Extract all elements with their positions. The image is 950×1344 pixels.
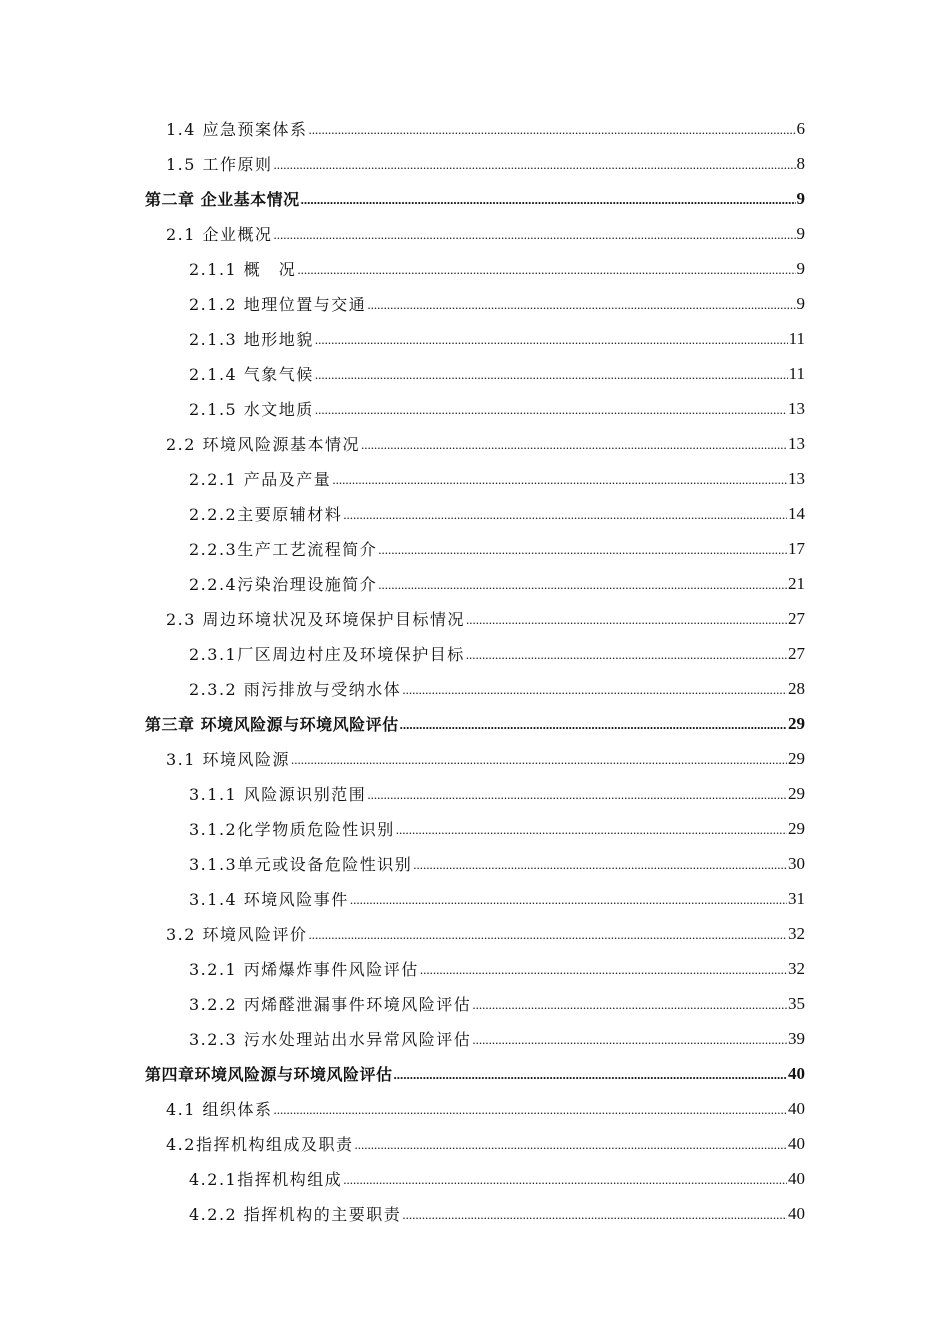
toc-entry-title: 2.3.2 雨污排放与受纳水体 [189,680,402,699]
dot-leader [354,1138,787,1161]
toc-entry-page: 9 [796,188,805,208]
toc-entry-title: 2.3.1厂区周边村庄及环境保护目标 [189,645,465,664]
toc-entry-title: 1.5 工作原则 [166,155,273,174]
toc-entry-page: 13 [788,398,805,418]
toc-chapter-entry[interactable] [0,181,950,216]
dot-leader [378,543,787,566]
toc-entry-page: 30 [788,853,805,873]
dot-leader [274,1103,787,1126]
dot-leader [274,158,796,181]
toc-entry-title: 第二章 企业基本情况 [145,190,300,209]
toc-entry-page: 17 [788,538,805,558]
toc-entry-page: 6 [796,118,805,138]
toc-entry-page: 21 [788,573,805,593]
dot-leader [301,193,796,216]
dot-leader [396,823,787,846]
toc-entry-page: 8 [796,153,805,173]
toc-entry[interactable] [0,846,950,881]
dot-leader [309,928,787,951]
toc-entry-title: 2.2.3生产工艺流程简介 [189,540,378,559]
table-of-contents [0,111,950,1231]
toc-entry[interactable] [0,426,950,461]
toc-entry-page: 40 [788,1063,805,1083]
toc-entry-page: 31 [788,888,805,908]
toc-entry-page: 29 [788,748,805,768]
dot-leader [343,508,787,531]
dot-leader [466,613,787,636]
dot-leader [367,788,787,811]
dot-leader [402,683,787,706]
toc-entry[interactable] [0,566,950,601]
toc-entry[interactable] [0,741,950,776]
toc-entry-title: 3.1 环境风险源 [166,750,291,769]
toc-entry-page: 35 [788,993,805,1013]
toc-entry[interactable] [0,1196,950,1231]
dot-leader [315,368,788,391]
toc-entry-page: 28 [788,678,805,698]
toc-entry-title: 2.2.1 产品及产量 [189,470,332,489]
toc-entry-page: 14 [788,503,805,523]
toc-entry-title: 2.1.1 概 况 [189,260,297,279]
toc-entry-title: 2.1.3 地形地貌 [189,330,314,349]
toc-entry-title: 4.1 组织体系 [166,1100,273,1119]
toc-entry[interactable] [0,601,950,636]
toc-entry-page: 40 [788,1098,805,1118]
toc-entry[interactable] [0,671,950,706]
toc-entry-title: 4.2.1指挥机构组成 [189,1170,343,1189]
toc-entry[interactable] [0,1091,950,1126]
toc-entry-title: 2.1.5 水文地质 [189,400,314,419]
toc-entry-page: 11 [788,328,805,348]
dot-leader [361,438,787,461]
dot-leader [309,123,796,146]
dot-leader [343,1173,787,1196]
toc-entry-title: 2.2.2主要原辅材料 [189,505,343,524]
toc-entry-title: 第四章环境风险源与环境风险评估 [145,1065,393,1084]
toc-entry-title: 2.1.4 气象气候 [189,365,314,384]
toc-entry[interactable] [0,986,950,1021]
toc-entry-page: 27 [788,608,805,628]
toc-entry-page: 40 [788,1203,805,1223]
toc-entry-title: 2.1 企业概况 [166,225,273,244]
toc-entry-page: 32 [788,923,805,943]
toc-entry[interactable] [0,1161,950,1196]
toc-entry[interactable] [0,251,950,286]
toc-entry-title: 2.1.2 地理位置与交通 [189,295,367,314]
toc-entry-page: 27 [788,643,805,663]
toc-entry-title: 3.2.3 污水处理站出水异常风险评估 [189,1030,472,1049]
toc-entry-title: 3.2 环境风险评价 [166,925,308,944]
toc-entry-title: 3.1.4 环境风险事件 [189,890,349,909]
dot-leader [413,858,787,881]
toc-entry-title: 3.1.2化学物质危险性识别 [189,820,395,839]
dot-leader [472,1033,787,1056]
toc-entry[interactable] [0,1126,950,1161]
toc-entry[interactable] [0,1021,950,1056]
toc-entry[interactable] [0,531,950,566]
toc-entry-title: 第三章 环境风险源与环境风险评估 [145,715,399,734]
toc-entry[interactable] [0,286,950,321]
toc-entry-page: 9 [796,223,805,243]
toc-entry-title: 4.2指挥机构组成及职责 [166,1135,354,1154]
dot-leader [315,333,788,356]
dot-leader [350,893,787,916]
toc-entry[interactable] [0,391,950,426]
toc-entry[interactable] [0,146,950,181]
toc-entry[interactable] [0,881,950,916]
dot-leader [315,403,787,426]
toc-entry[interactable] [0,776,950,811]
toc-entry-title: 2.2 环境风险源基本情况 [166,435,361,454]
toc-entry[interactable] [0,216,950,251]
toc-entry-page: 39 [788,1028,805,1048]
toc-entry-title: 3.2.1 丙烯爆炸事件风险评估 [189,960,419,979]
toc-entry-title: 2.3 周边环境状况及环境保护目标情况 [166,610,466,629]
dot-leader [472,998,787,1021]
toc-entry-page: 29 [788,783,805,803]
dot-leader [274,228,796,251]
toc-entry[interactable] [0,811,950,846]
toc-entry[interactable] [0,636,950,671]
dot-leader [402,1208,787,1231]
toc-entry-page: 40 [788,1168,805,1188]
toc-entry-title: 3.1.3单元或设备危险性识别 [189,855,413,874]
dot-leader [420,963,787,986]
toc-entry[interactable] [0,321,950,356]
toc-entry-title: 4.2.2 指挥机构的主要职责 [189,1205,402,1224]
toc-entry-page: 9 [796,258,805,278]
toc-entry-page: 11 [788,363,805,383]
toc-entry[interactable] [0,111,950,146]
toc-entry-title: 3.2.2 丙烯醛泄漏事件环境风险评估 [189,995,472,1014]
dot-leader [332,473,787,496]
toc-entry[interactable] [0,461,950,496]
toc-entry-page: 13 [788,468,805,488]
toc-chapter-entry[interactable] [0,1056,950,1091]
toc-entry-page: 13 [788,433,805,453]
toc-entry-page: 29 [788,818,805,838]
dot-leader [400,718,787,741]
dot-leader [394,1068,787,1091]
dot-leader [378,578,787,601]
toc-entry[interactable] [0,951,950,986]
toc-chapter-entry[interactable] [0,706,950,741]
toc-entry-title: 2.2.4污染治理设施简介 [189,575,378,594]
dot-leader [466,648,787,671]
toc-entry[interactable] [0,356,950,391]
dot-leader [291,753,787,776]
toc-entry-page: 29 [788,713,805,733]
toc-entry[interactable] [0,916,950,951]
toc-entry-title: 3.1.1 风险源识别范围 [189,785,367,804]
toc-entry-page: 40 [788,1133,805,1153]
dot-leader [297,263,795,286]
dot-leader [367,298,795,321]
toc-entry-title: 1.4 应急预案体系 [166,120,308,139]
toc-entry[interactable] [0,496,950,531]
toc-entry-page: 32 [788,958,805,978]
toc-entry-page: 9 [796,293,805,313]
